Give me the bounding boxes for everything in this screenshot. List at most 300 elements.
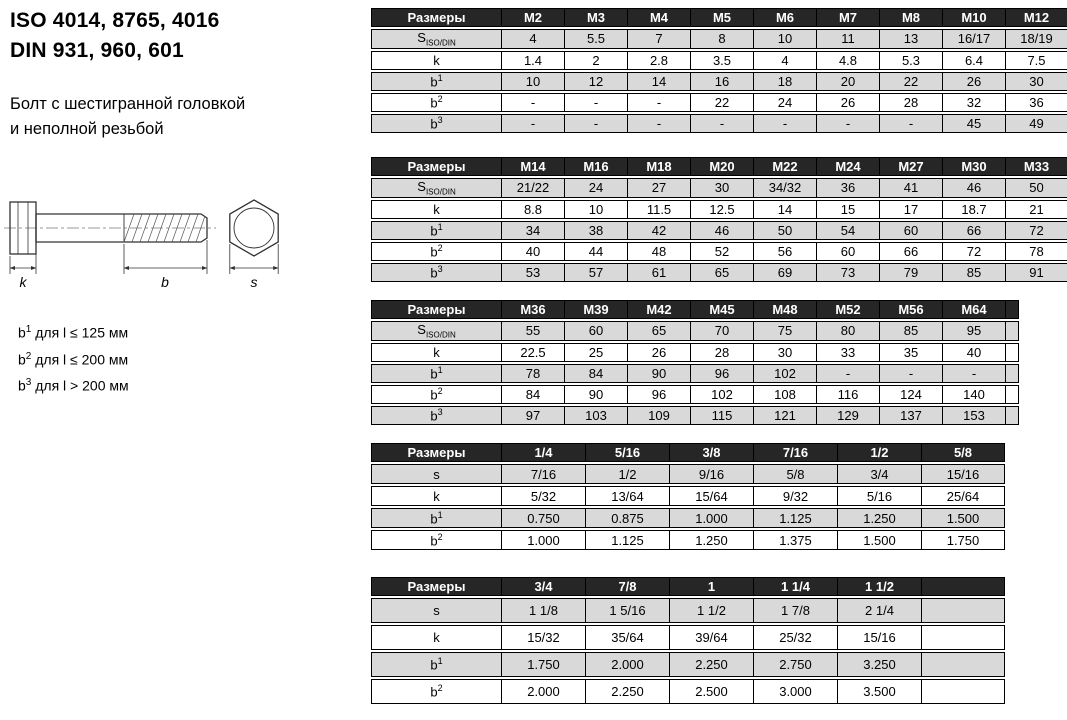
k-dimension [10,244,36,274]
row-label: s [371,464,501,484]
table-row [371,200,1067,219]
footnote-symbol: b [18,324,26,341]
table-cell: 12 [564,72,627,91]
column-header: M42 [627,300,690,319]
table-cell: 26 [627,343,690,362]
table-cell: 33 [816,343,879,362]
table-row [371,625,1005,650]
table-cell: 80 [816,321,879,341]
table-cell: 48 [627,242,690,261]
table-cell: 84 [501,385,564,404]
table-row [371,598,1005,623]
table-cell: 95 [942,321,1005,341]
table-cell: 90 [564,385,627,404]
table-cell: 30 [753,343,816,362]
table-cell: 9/32 [753,486,837,506]
dimension-table-m14-m33 [371,155,1067,284]
table-cell: 49 [1005,114,1067,133]
table-cell: 73 [816,263,879,282]
table-cell: 44 [564,242,627,261]
table-cell: 6.4 [942,51,1005,70]
column-header: 7/16 [753,443,837,462]
column-header: M48 [753,300,816,319]
table-cell: 1.750 [501,652,585,677]
table-cell: - [690,114,753,133]
table-cell: 40 [942,343,1005,362]
table-cell: 115 [690,406,753,425]
table-cell: 137 [879,406,942,425]
row-label: $b^2$ [371,242,501,261]
column-header: 5/8 [921,443,1005,462]
column-header: 3/4 [501,577,585,596]
table-cell: 5.3 [879,51,942,70]
table-cell: 55 [501,321,564,341]
table-cell [1005,406,1019,425]
table-cell: - [753,114,816,133]
row-label: k [371,486,501,506]
table-cell: 15/16 [837,625,921,650]
header-row [371,157,1067,176]
table-cell: 18 [753,72,816,91]
table-cell: 14 [627,72,690,91]
table-cell: 11.5 [627,200,690,219]
table-cell: - [501,93,564,112]
column-header: M20 [690,157,753,176]
table-cell: 1.250 [837,508,921,528]
table-cell: 30 [1005,72,1067,91]
sizes-header: Размеры [371,577,501,596]
column-header: M45 [690,300,753,319]
iso-title: ISO 4014, 8765, 4016 [10,9,220,32]
hex-inscribed-circle [234,208,274,248]
table-cell: 70 [690,321,753,341]
table-cell: 5/16 [837,486,921,506]
table-row [371,406,1019,425]
footnote-text: для l > 200 мм [31,377,129,394]
table-cell: - [879,364,942,383]
table-cell: 65 [627,321,690,341]
column-header: M64 [942,300,1005,319]
table-cell: 13/64 [585,486,669,506]
table-cell: 8.8 [501,200,564,219]
table-cell: 22 [879,72,942,91]
table-cell: 65 [690,263,753,282]
table-cell: 4 [753,51,816,70]
column-header: M56 [879,300,942,319]
table-row [371,51,1067,70]
table-cell: 1 7/8 [753,598,837,623]
table-row [371,242,1067,261]
table-cell [921,625,1005,650]
table-cell: 96 [627,385,690,404]
table-cell: 15 [816,200,879,219]
table-row [371,343,1019,362]
table-cell: 60 [564,321,627,341]
footnote-symbol: b [18,351,26,368]
table-cell: 39/64 [669,625,753,650]
table-row [371,263,1067,282]
table-row [371,364,1019,383]
footnote-sup: 2 [25,350,32,362]
b-dimension-label: b [161,274,169,290]
column-header: M22 [753,157,816,176]
sizes-header: Размеры [371,8,501,27]
table-row [371,464,1005,484]
table-cell: 42 [627,221,690,240]
table-cell: 3.250 [837,652,921,677]
dimension-table-inch-small [371,441,1005,552]
table-cell: 24 [564,178,627,198]
table-cell: 2.250 [669,652,753,677]
b-dimension [124,240,207,274]
s-dimension [230,244,278,274]
table-row [371,221,1067,240]
table-cell: 41 [879,178,942,198]
sizes-header: Размеры [371,443,501,462]
table-cell: 15/32 [501,625,585,650]
table-cell: 40 [501,242,564,261]
table-cell: 97 [501,406,564,425]
table-cell: 16 [690,72,753,91]
table-cell: 0.875 [585,508,669,528]
row-label: $b^1$ [371,221,501,240]
product-subtitle [10,92,245,142]
table-cell: 61 [627,263,690,282]
table-cell: 116 [816,385,879,404]
table-cell: 21/22 [501,178,564,198]
footnote-text: для l ≤ 200 мм [31,351,129,368]
table-cell: 72 [1005,221,1067,240]
table-cell: 32 [942,93,1005,112]
row-label: $S_{ISO/DIN}$ [371,29,501,49]
sizes-header: Размеры [371,300,501,319]
table-cell: 84 [564,364,627,383]
table-cell: 103 [564,406,627,425]
table-cell: 66 [942,221,1005,240]
header-row [371,8,1067,27]
table-cell: 57 [564,263,627,282]
row-label: $b^1$ [371,72,501,91]
table-cell: 75 [753,321,816,341]
table-cell: 1 5/16 [585,598,669,623]
table-cell [1005,321,1019,341]
table-cell: 5/8 [753,464,837,484]
table-cell [1005,343,1019,362]
table-cell: - [627,93,690,112]
table-cell: 2.000 [501,679,585,704]
table-row [371,321,1019,341]
column-header: 1/2 [837,443,921,462]
column-header [921,577,1005,596]
table-cell: 56 [753,242,816,261]
table-row [371,679,1005,704]
table-cell: 25/32 [753,625,837,650]
row-label: $b^1$ [371,364,501,383]
table-cell: 45 [942,114,1005,133]
row-label: $b^2$ [371,385,501,404]
table-cell: 13 [879,29,942,49]
table-cell: 46 [690,221,753,240]
table-cell: 16/17 [942,29,1005,49]
footnote-b2 [18,345,129,372]
table-cell: 124 [879,385,942,404]
table-cell: 28 [690,343,753,362]
table-cell: 4.8 [816,51,879,70]
table-cell: 25 [564,343,627,362]
table-cell [1005,385,1019,404]
table-cell: 1.250 [669,530,753,550]
table-cell: 2.250 [585,679,669,704]
table-cell: 3.5 [690,51,753,70]
table-row [371,114,1067,133]
table-cell: 46 [942,178,1005,198]
column-header: 1 1/4 [753,577,837,596]
footnote-sup: 3 [25,377,32,389]
table-cell: 66 [879,242,942,261]
column-header: M24 [816,157,879,176]
table-cell: - [942,364,1005,383]
table-cell: 17 [879,200,942,219]
table-cell: 90 [627,364,690,383]
footnote-sup: 1 [25,324,32,335]
table-row [371,385,1019,404]
table-cell: 85 [879,321,942,341]
column-header: M14 [501,157,564,176]
table-cell: - [879,114,942,133]
table-cell: 1.125 [753,508,837,528]
table-row [371,93,1067,112]
table-cell: 140 [942,385,1005,404]
footnote-b1 [18,318,129,345]
table-cell: - [501,114,564,133]
table-cell: 3.000 [753,679,837,704]
row-label: $b^2$ [371,679,501,704]
bolt-drawing [2,192,314,294]
table-cell: 35 [879,343,942,362]
table-cell: 7 [627,29,690,49]
table-cell: 2.8 [627,51,690,70]
table-cell: 102 [753,364,816,383]
table-cell: 1.125 [585,530,669,550]
row-label: $b^3$ [371,263,501,282]
table-row [371,29,1067,49]
table-cell: 10 [564,200,627,219]
table-cell: - [816,114,879,133]
table-cell: 52 [690,242,753,261]
table-cell: 109 [627,406,690,425]
table-cell: 108 [753,385,816,404]
row-label: $S_{ISO/DIN}$ [371,178,501,198]
table-cell: - [564,93,627,112]
table-cell: 2.750 [753,652,837,677]
table-cell: 1.500 [837,530,921,550]
table-cell: 1.4 [501,51,564,70]
header-row [371,300,1019,319]
column-header: 3/8 [669,443,753,462]
footnote-symbol: b [18,377,26,394]
header-row [371,577,1005,596]
column-header: M33 [1005,157,1067,176]
table-cell: 129 [816,406,879,425]
column-header: 1 [669,577,753,596]
table-cell: 69 [753,263,816,282]
table-cell [921,598,1005,623]
column-header: M6 [753,8,816,27]
table-cell [1005,364,1019,383]
row-label: k [371,51,501,70]
table-cell: 5.5 [564,29,627,49]
table-cell: 1.000 [501,530,585,550]
table-cell: 60 [816,242,879,261]
table-cell: 102 [690,385,753,404]
table-cell: 2.000 [585,652,669,677]
table-cell: 35/64 [585,625,669,650]
table-cell: 1.750 [921,530,1005,550]
table-cell: 26 [816,93,879,112]
table-cell: 11 [816,29,879,49]
table-cell: 2 [564,51,627,70]
table-cell: 12.5 [690,200,753,219]
column-header [1005,300,1019,319]
table-cell: 1 1/2 [669,598,753,623]
table-cell: 1.500 [921,508,1005,528]
column-header: M2 [501,8,564,27]
column-header: M5 [690,8,753,27]
dimension-table-m2-m12 [371,6,1067,135]
table-cell: 91 [1005,263,1067,282]
table-cell: 24 [753,93,816,112]
table-cell: 22.5 [501,343,564,362]
column-header: M36 [501,300,564,319]
table-cell: 153 [942,406,1005,425]
table-cell: 53 [501,263,564,282]
row-label: $b^1$ [371,508,501,528]
table-row [371,486,1005,506]
sizes-header: Размеры [371,157,501,176]
table-cell: - [816,364,879,383]
table-cell: 22 [690,93,753,112]
table-cell: 18.7 [942,200,1005,219]
table-row [371,72,1067,91]
dimension-table-inch-large [371,575,1005,706]
table-cell: 36 [1005,93,1067,112]
table-cell: 1/2 [585,464,669,484]
column-header: 7/8 [585,577,669,596]
table-cell: 10 [753,29,816,49]
table-cell: 28 [879,93,942,112]
table-cell: 15/64 [669,486,753,506]
table-cell: 34 [501,221,564,240]
table-cell [921,679,1005,704]
subtitle-line-2: и неполной резьбой [10,120,164,138]
table-cell [921,652,1005,677]
table-cell: 4 [501,29,564,49]
row-label: k [371,343,501,362]
table-cell: 7.5 [1005,51,1067,70]
table-cell: 8 [690,29,753,49]
table-cell: 50 [1005,178,1067,198]
table-cell: 2.500 [669,679,753,704]
table-cell: 21 [1005,200,1067,219]
row-label: k [371,200,501,219]
table-cell: 0.750 [501,508,585,528]
column-header: M30 [942,157,1005,176]
row-label: s [371,598,501,623]
table-cell: 18/19 [1005,29,1067,49]
table-cell: - [627,114,690,133]
table-cell: 2 1/4 [837,598,921,623]
table-row [371,652,1005,677]
table-cell: 78 [1005,242,1067,261]
din-title: DIN 931, 960, 601 [10,39,184,62]
k-dimension-label: k [19,274,27,290]
column-header: M4 [627,8,690,27]
table-row [371,508,1005,528]
table-cell: 34/32 [753,178,816,198]
header-row [371,443,1005,462]
column-header: M27 [879,157,942,176]
column-header: 5/16 [585,443,669,462]
column-header: M7 [816,8,879,27]
row-label: $S_{ISO/DIN}$ [371,321,501,341]
table-cell: 85 [942,263,1005,282]
table-cell: 14 [753,200,816,219]
table-cell: 60 [879,221,942,240]
column-header: 1 1/2 [837,577,921,596]
table-cell: 3/4 [837,464,921,484]
table-cell: 30 [690,178,753,198]
column-header: M52 [816,300,879,319]
subtitle-line-1: Болт с шестигранной головкой [10,95,246,113]
row-label: $b^3$ [371,114,501,133]
table-cell: 9/16 [669,464,753,484]
row-label: $b^1$ [371,652,501,677]
table-row [371,178,1067,198]
table-cell: 20 [816,72,879,91]
table-cell: 1.375 [753,530,837,550]
table-cell: 10 [501,72,564,91]
table-cell: 15/16 [921,464,1005,484]
row-label: k [371,625,501,650]
table-cell: 7/16 [501,464,585,484]
table-cell: 5/32 [501,486,585,506]
column-header: M18 [627,157,690,176]
column-header: M12 [1005,8,1067,27]
table-cell: 79 [879,263,942,282]
row-label: $b^2$ [371,530,501,550]
dimension-table-m36-m64 [371,298,1019,427]
column-header: 1/4 [501,443,585,462]
standards-title [10,6,220,66]
table-cell: 54 [816,221,879,240]
table-cell: 78 [501,364,564,383]
footnote-b3 [18,371,129,398]
column-header: M10 [942,8,1005,27]
table-cell: 25/64 [921,486,1005,506]
footnote-text: для l ≤ 125 мм [31,324,129,341]
table-cell: 36 [816,178,879,198]
table-row [371,530,1005,550]
column-header: M39 [564,300,627,319]
table-cell: 27 [627,178,690,198]
table-cell: 121 [753,406,816,425]
table-cell: 38 [564,221,627,240]
row-label: $b^2$ [371,93,501,112]
column-header: M16 [564,157,627,176]
s-dimension-label: s [250,274,258,290]
table-cell: 50 [753,221,816,240]
table-cell: 26 [942,72,1005,91]
